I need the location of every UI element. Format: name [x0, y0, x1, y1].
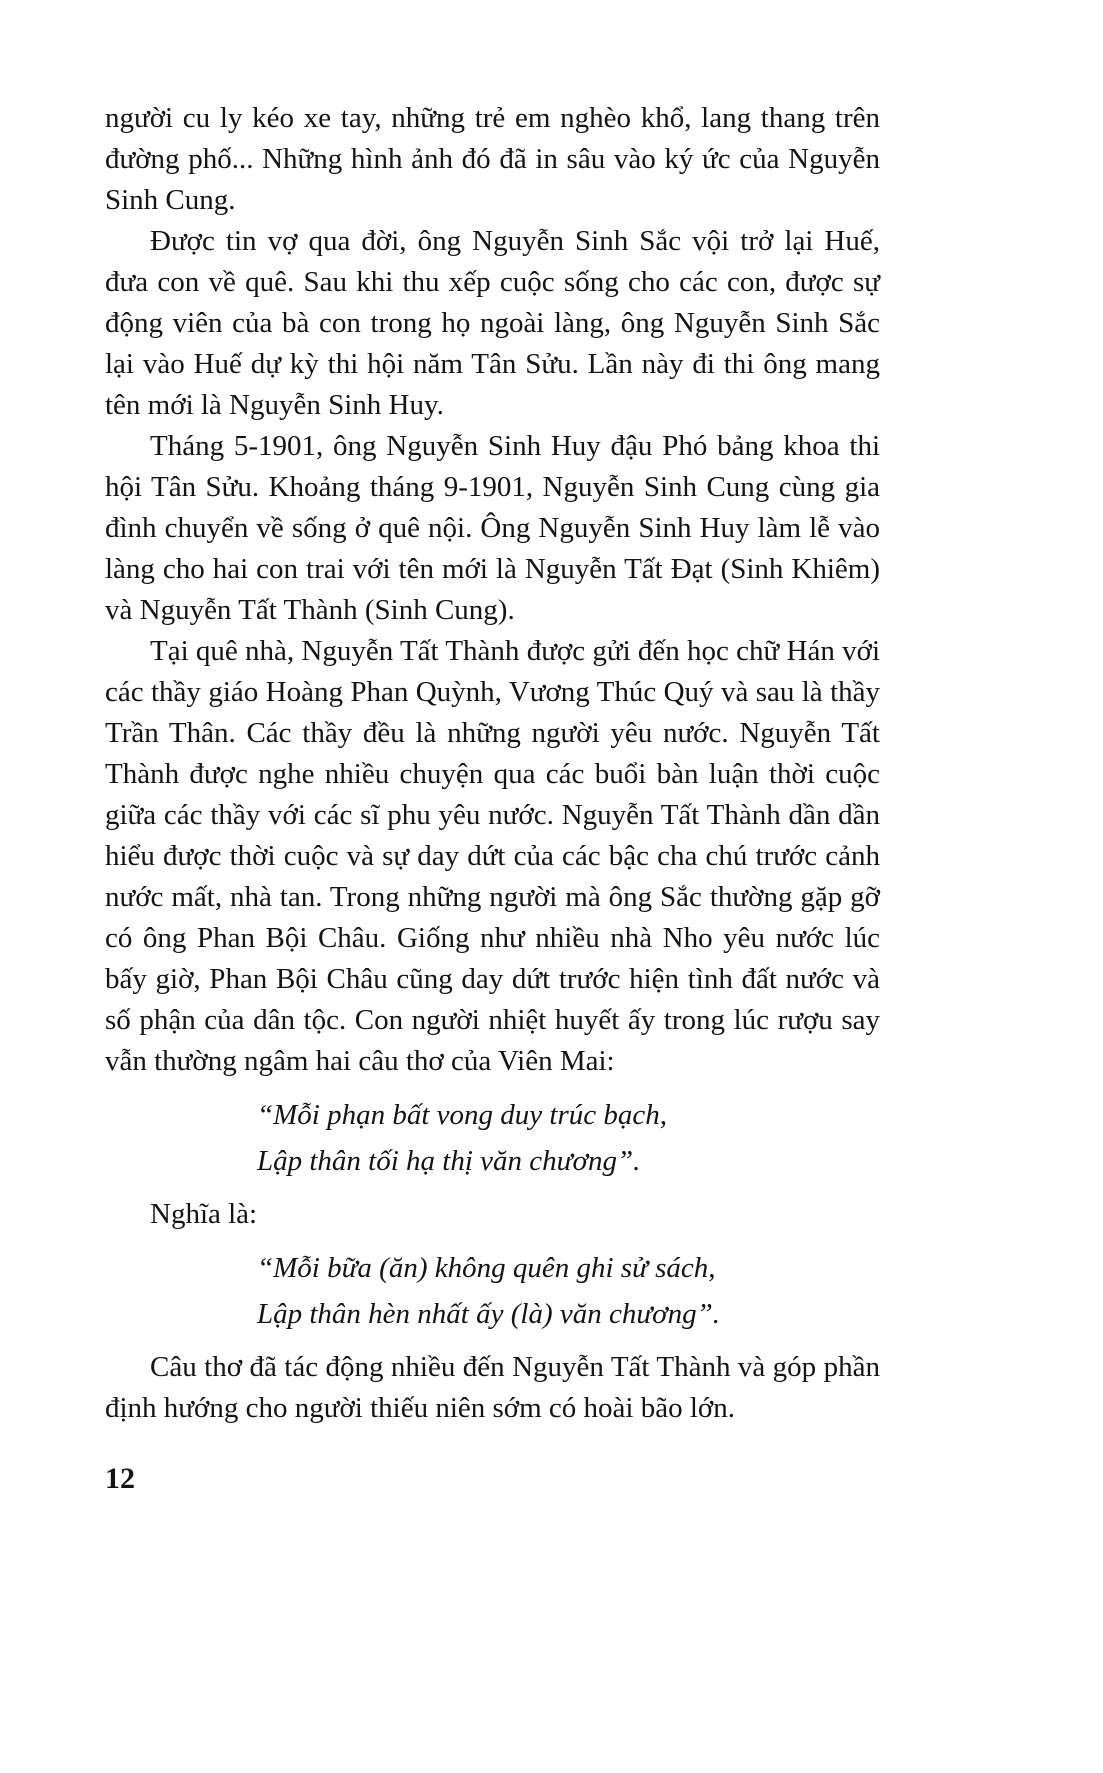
- poem-line: “Mỗi bữa (ăn) không quên ghi sử sách,: [257, 1252, 716, 1284]
- poem-line: Lập thân tối hạ thị văn chương”.: [257, 1145, 641, 1177]
- paragraph-continuation: người cu ly kéo xe tay, những trẻ em nghèo khổ, lang thang trên đường phố... Những hình ảnh đó đã in sâu vào ký ức của Nguyễn Sinh Cung.: [105, 102, 880, 216]
- poem-quote-original: [257, 1092, 880, 1184]
- poem-quote-translation: [257, 1245, 880, 1337]
- paragraph: Được tin vợ qua đời, ông Nguyễn Sinh Sắc vội trở lại Huế, đưa con về quê. Sau khi thu xếp cuộc sống cho các con, được sự động viên của bà con trong họ ngoài làng, ông Nguyễn Sinh Sắc lại vào Huế dự kỳ thi hội năm Tân Sửu. Lần này đi thi ông mang tên mới là Nguyễn Sinh Huy.: [105, 225, 880, 421]
- poem-line: Lập thân hèn nhất ấy (là) văn chương”.: [257, 1298, 721, 1330]
- page-body: [105, 98, 880, 1429]
- page-number: 12: [105, 1462, 135, 1495]
- paragraph: Tại quê nhà, Nguyễn Tất Thành được gửi đến học chữ Hán với các thầy giáo Hoàng Phan Quỳnh, Vương Thúc Quý và sau là thầy Trần Thân. Các thầy đều là những người yêu nước. Nguyễn Tất Thành được nghe nhiều chuyện qua các buổi bàn luận thời cuộc giữa các thầy với các sĩ phu yêu nước. Nguyễn Tất Thành dần dần hiểu được thời cuộc và sự day dứt của các bậc cha chú trước cảnh nước mất, nhà tan. Trong những người mà ông Sắc thường gặp gỡ có ông Phan Bội Châu. Giống như nhiều nhà Nho yêu nước lúc bấy giờ, Phan Bội Châu cũng day dứt trước hiện tình đất nước và số phận của dân tộc. Con người nhiệt huyết ấy trong lúc rượu say vẫn thường ngâm hai câu thơ của Viên Mai:: [105, 635, 880, 1077]
- poem-line: “Mỗi phạn bất vong duy trúc bạch,: [257, 1099, 667, 1131]
- paragraph: Câu thơ đã tác động nhiều đến Nguyễn Tất Thành và góp phần định hướng cho người thiếu niên sớm có hoài bão lớn.: [105, 1351, 880, 1424]
- translation-label: Nghĩa là:: [150, 1198, 258, 1230]
- paragraph: Tháng 5-1901, ông Nguyễn Sinh Huy đậu Phó bảng khoa thi hội Tân Sửu. Khoảng tháng 9-1901, Nguyễn Sinh Cung cùng gia đình chuyển về sống ở quê nội. Ông Nguyễn Sinh Huy làm lễ vào làng cho hai con trai với tên mới là Nguyễn Tất Đạt (Sinh Khiêm) và Nguyễn Tất Thành (Sinh Cung).: [105, 430, 880, 626]
